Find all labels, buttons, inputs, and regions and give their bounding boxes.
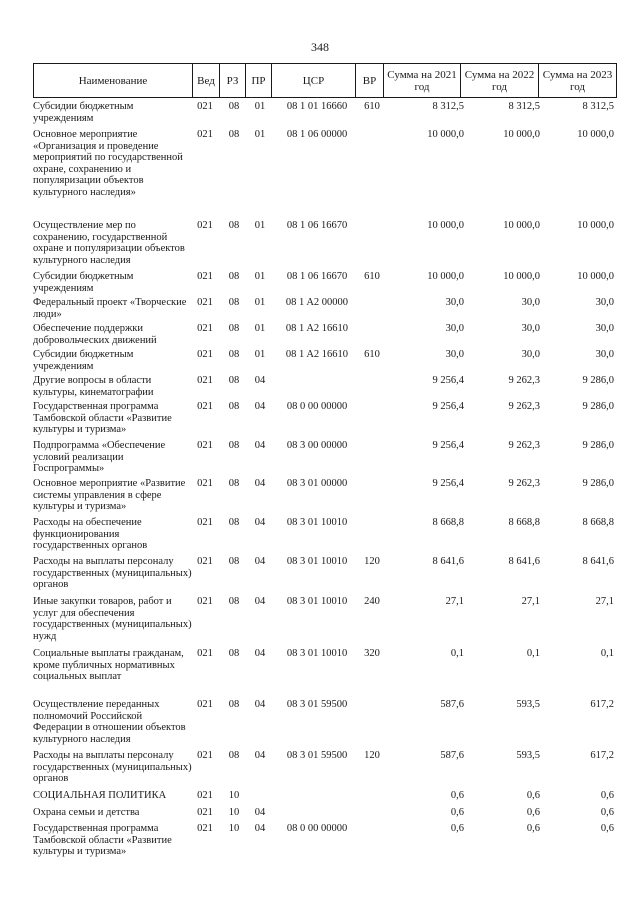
cell-s3: 30,0 <box>595 323 614 334</box>
cell-csr: 08 0 00 00000 <box>286 823 348 834</box>
cell-s2: 9 262,3 <box>508 375 540 386</box>
cell-pr: 01 <box>254 349 266 360</box>
cell-rz: 08 <box>228 699 240 710</box>
cell-s2: 30,0 <box>521 349 540 360</box>
cell-rz: 08 <box>228 556 240 567</box>
cell-pr: 04 <box>254 478 266 489</box>
cell-ved: 021 <box>197 271 213 282</box>
cell-csr: 08 3 01 59500 <box>286 750 348 761</box>
cell-s2: 0,1 <box>526 648 540 659</box>
cell-pr: 01 <box>254 101 266 112</box>
cell-s2: 27,1 <box>521 596 540 607</box>
cell-pr: 04 <box>254 401 266 412</box>
cell-s1: 587,6 <box>440 699 464 710</box>
cell-csr: 08 1 06 16670 <box>286 220 348 231</box>
cell-s3: 8 668,8 <box>582 517 614 528</box>
cell-ved: 021 <box>197 648 213 659</box>
cell-ved: 021 <box>197 596 213 607</box>
cell-rz: 08 <box>228 101 240 112</box>
cell-s2: 593,5 <box>516 750 540 761</box>
cell-rz: 08 <box>228 750 240 761</box>
cell-name: Другие вопросы в области культуры, кинематографии <box>33 375 154 398</box>
cell-s1: 0,1 <box>450 648 464 659</box>
cell-csr: 08 3 01 10010 <box>286 556 348 567</box>
cell-name: Основное мероприятие «Организация и проведение мероприятий по государственной охране, сохранению и популяризации объектов культурного наследия» <box>33 129 183 198</box>
cell-csr: 08 1 A2 00000 <box>285 297 349 308</box>
cell-name: Государственная программа Тамбовской области «Развитие культуры и туризма» <box>33 401 172 435</box>
cell-pr: 01 <box>254 271 266 282</box>
cell-s1: 0,6 <box>450 807 464 818</box>
cell-ved: 021 <box>197 220 213 231</box>
cell-name: Охрана семьи и детства <box>33 807 140 818</box>
cell-s2: 10 000,0 <box>503 271 540 282</box>
cell-s2: 8 312,5 <box>508 101 540 112</box>
header-sum-2023: Сумма на 2023 год <box>539 64 617 98</box>
cell-csr: 08 1 06 16670 <box>286 271 348 282</box>
cell-s1: 9 256,4 <box>432 375 464 386</box>
cell-name: Осуществление мер по сохранению, государственной охране и популяризации объектов культурного наследия <box>33 220 185 266</box>
cell-rz: 08 <box>228 271 240 282</box>
header-ved: Вед <box>193 64 220 98</box>
cell-pr: 01 <box>254 129 266 140</box>
cell-s2: 8 641,6 <box>508 556 540 567</box>
cell-vr: 120 <box>364 556 380 567</box>
cell-vr: 120 <box>364 750 380 761</box>
header-sum-2021: Сумма на 2021 год <box>384 64 461 98</box>
cell-name: Субсидии бюджетным учреждениям <box>33 101 134 124</box>
cell-vr: 610 <box>364 349 380 360</box>
cell-name: СОЦИАЛЬНАЯ ПОЛИТИКА <box>33 790 167 801</box>
cell-s3: 30,0 <box>595 349 614 360</box>
cell-rz: 08 <box>228 375 240 386</box>
cell-ved: 021 <box>197 297 213 308</box>
cell-name: Расходы на выплаты персоналу государственных (муниципальных) органов <box>33 750 192 784</box>
cell-s3: 8 641,6 <box>582 556 614 567</box>
cell-s3: 9 286,0 <box>582 375 614 386</box>
cell-s3: 10 000,0 <box>577 220 614 231</box>
cell-s3: 617,2 <box>590 750 614 761</box>
cell-s2: 0,6 <box>526 823 540 834</box>
cell-vr: 610 <box>364 101 380 112</box>
cell-s2: 10 000,0 <box>503 129 540 140</box>
cell-ved: 021 <box>197 699 213 710</box>
cell-rz: 08 <box>228 297 240 308</box>
cell-s2: 9 262,3 <box>508 440 540 451</box>
cell-s2: 10 000,0 <box>503 220 540 231</box>
header-name: Наименование <box>34 64 193 98</box>
header-csr: ЦСР <box>272 64 356 98</box>
cell-s3: 8 312,5 <box>582 101 614 112</box>
cell-csr: 08 3 01 00000 <box>286 478 348 489</box>
cell-rz: 08 <box>228 440 240 451</box>
cell-s1: 0,6 <box>450 790 464 801</box>
cell-name: Подпрограмма «Обеспечение условий реализации Госпрограммы» <box>33 440 166 474</box>
header-vr: ВР <box>356 64 384 98</box>
cell-ved: 021 <box>197 349 213 360</box>
cell-rz: 10 <box>228 823 240 834</box>
cell-s3: 0,6 <box>600 807 614 818</box>
cell-s3: 10 000,0 <box>577 271 614 282</box>
cell-rz: 08 <box>228 517 240 528</box>
cell-rz: 08 <box>228 478 240 489</box>
cell-s2: 30,0 <box>521 323 540 334</box>
cell-s3: 9 286,0 <box>582 401 614 412</box>
cell-pr: 04 <box>254 648 266 659</box>
cell-csr: 08 3 01 10010 <box>286 648 348 659</box>
cell-pr: 04 <box>254 556 266 567</box>
cell-name: Обеспечение поддержки добровольческих движений <box>33 323 157 346</box>
cell-rz: 08 <box>228 648 240 659</box>
cell-s1: 8 312,5 <box>432 101 464 112</box>
cell-ved: 021 <box>197 129 213 140</box>
cell-csr: 08 1 A2 16610 <box>285 349 349 360</box>
cell-s2: 8 668,8 <box>508 517 540 528</box>
header-rz: РЗ <box>220 64 246 98</box>
cell-pr: 04 <box>254 440 266 451</box>
cell-csr: 08 1 A2 16610 <box>285 323 349 334</box>
cell-s2: 30,0 <box>521 297 540 308</box>
cell-s1: 27,1 <box>445 596 464 607</box>
cell-s3: 30,0 <box>595 297 614 308</box>
cell-ved: 021 <box>197 556 213 567</box>
cell-ved: 021 <box>197 401 213 412</box>
cell-vr: 240 <box>364 596 380 607</box>
cell-rz: 10 <box>228 790 240 801</box>
cell-s1: 8 668,8 <box>432 517 464 528</box>
cell-vr: 320 <box>364 648 380 659</box>
cell-ved: 021 <box>197 823 213 834</box>
cell-s3: 9 286,0 <box>582 478 614 489</box>
cell-vr: 610 <box>364 271 380 282</box>
cell-s3: 9 286,0 <box>582 440 614 451</box>
header-pr: ПР <box>246 64 272 98</box>
cell-ved: 021 <box>197 440 213 451</box>
cell-s1: 10 000,0 <box>427 129 464 140</box>
cell-name: Государственная программа Тамбовской области «Развитие культуры и туризма» <box>33 823 172 857</box>
cell-s2: 593,5 <box>516 699 540 710</box>
cell-rz: 08 <box>228 401 240 412</box>
cell-rz: 08 <box>228 220 240 231</box>
header-sum-2022: Сумма на 2022 год <box>461 64 539 98</box>
cell-pr: 01 <box>254 297 266 308</box>
cell-rz: 08 <box>228 323 240 334</box>
cell-csr: 08 3 01 10010 <box>286 596 348 607</box>
cell-s1: 587,6 <box>440 750 464 761</box>
cell-s3: 0,6 <box>600 823 614 834</box>
cell-name: Социальные выплаты гражданам, кроме публичных нормативных социальных выплат <box>33 648 184 682</box>
cell-name: Осуществление переданных полномочий Российской Федерации в отношении объектов культурного наследия <box>33 699 186 745</box>
cell-csr: 08 3 01 10010 <box>286 517 348 528</box>
cell-name: Расходы на выплаты персоналу государственных (муниципальных) органов <box>33 556 192 590</box>
cell-s1: 30,0 <box>445 323 464 334</box>
cell-s2: 0,6 <box>526 807 540 818</box>
cell-rz: 10 <box>228 807 240 818</box>
cell-s1: 30,0 <box>445 297 464 308</box>
cell-ved: 021 <box>197 790 213 801</box>
cell-rz: 08 <box>228 349 240 360</box>
cell-s1: 9 256,4 <box>432 440 464 451</box>
cell-s3: 617,2 <box>590 699 614 710</box>
cell-pr: 01 <box>254 220 266 231</box>
cell-name: Расходы на обеспечение функционирования государственных органов <box>33 517 148 551</box>
cell-pr: 04 <box>254 596 266 607</box>
cell-ved: 021 <box>197 101 213 112</box>
cell-ved: 021 <box>197 323 213 334</box>
cell-s2: 9 262,3 <box>508 478 540 489</box>
cell-s1: 10 000,0 <box>427 271 464 282</box>
cell-name: Субсидии бюджетным учреждениям <box>33 271 134 294</box>
cell-pr: 04 <box>254 517 266 528</box>
cell-s1: 0,6 <box>450 823 464 834</box>
cell-rz: 08 <box>228 596 240 607</box>
cell-csr: 08 3 00 00000 <box>286 440 348 451</box>
cell-csr: 08 3 01 59500 <box>286 699 348 710</box>
cell-s1: 9 256,4 <box>432 478 464 489</box>
cell-pr: 04 <box>254 823 266 834</box>
cell-ved: 021 <box>197 375 213 386</box>
cell-name: Основное мероприятие «Развитие системы управления в сфере культуры и туризма» <box>33 478 186 512</box>
cell-pr: 04 <box>254 699 266 710</box>
cell-ved: 021 <box>197 750 213 761</box>
cell-ved: 021 <box>197 517 213 528</box>
cell-s1: 8 641,6 <box>432 556 464 567</box>
cell-pr: 04 <box>254 375 266 386</box>
cell-s2: 0,6 <box>526 790 540 801</box>
cell-name: Федеральный проект «Творческие люди» <box>33 297 187 320</box>
cell-csr: 08 0 00 00000 <box>286 401 348 412</box>
cell-rz: 08 <box>228 129 240 140</box>
cell-s3: 10 000,0 <box>577 129 614 140</box>
cell-s1: 9 256,4 <box>432 401 464 412</box>
cell-s1: 10 000,0 <box>427 220 464 231</box>
cell-pr: 04 <box>254 750 266 761</box>
cell-ved: 021 <box>197 807 213 818</box>
cell-name: Субсидии бюджетным учреждениям <box>33 349 134 372</box>
page-number: 348 <box>311 40 329 54</box>
cell-pr: 01 <box>254 323 266 334</box>
cell-s3: 27,1 <box>595 596 614 607</box>
cell-s2: 9 262,3 <box>508 401 540 412</box>
cell-s3: 0,6 <box>600 790 614 801</box>
cell-s1: 30,0 <box>445 349 464 360</box>
cell-s3: 0,1 <box>600 648 614 659</box>
cell-csr: 08 1 01 16660 <box>286 101 348 112</box>
cell-name: Иные закупки товаров, работ и услуг для обеспечения государственных (муниципальных) нужд <box>33 596 192 642</box>
cell-pr: 04 <box>254 807 266 818</box>
cell-ved: 021 <box>197 478 213 489</box>
cell-csr: 08 1 06 00000 <box>286 129 348 140</box>
